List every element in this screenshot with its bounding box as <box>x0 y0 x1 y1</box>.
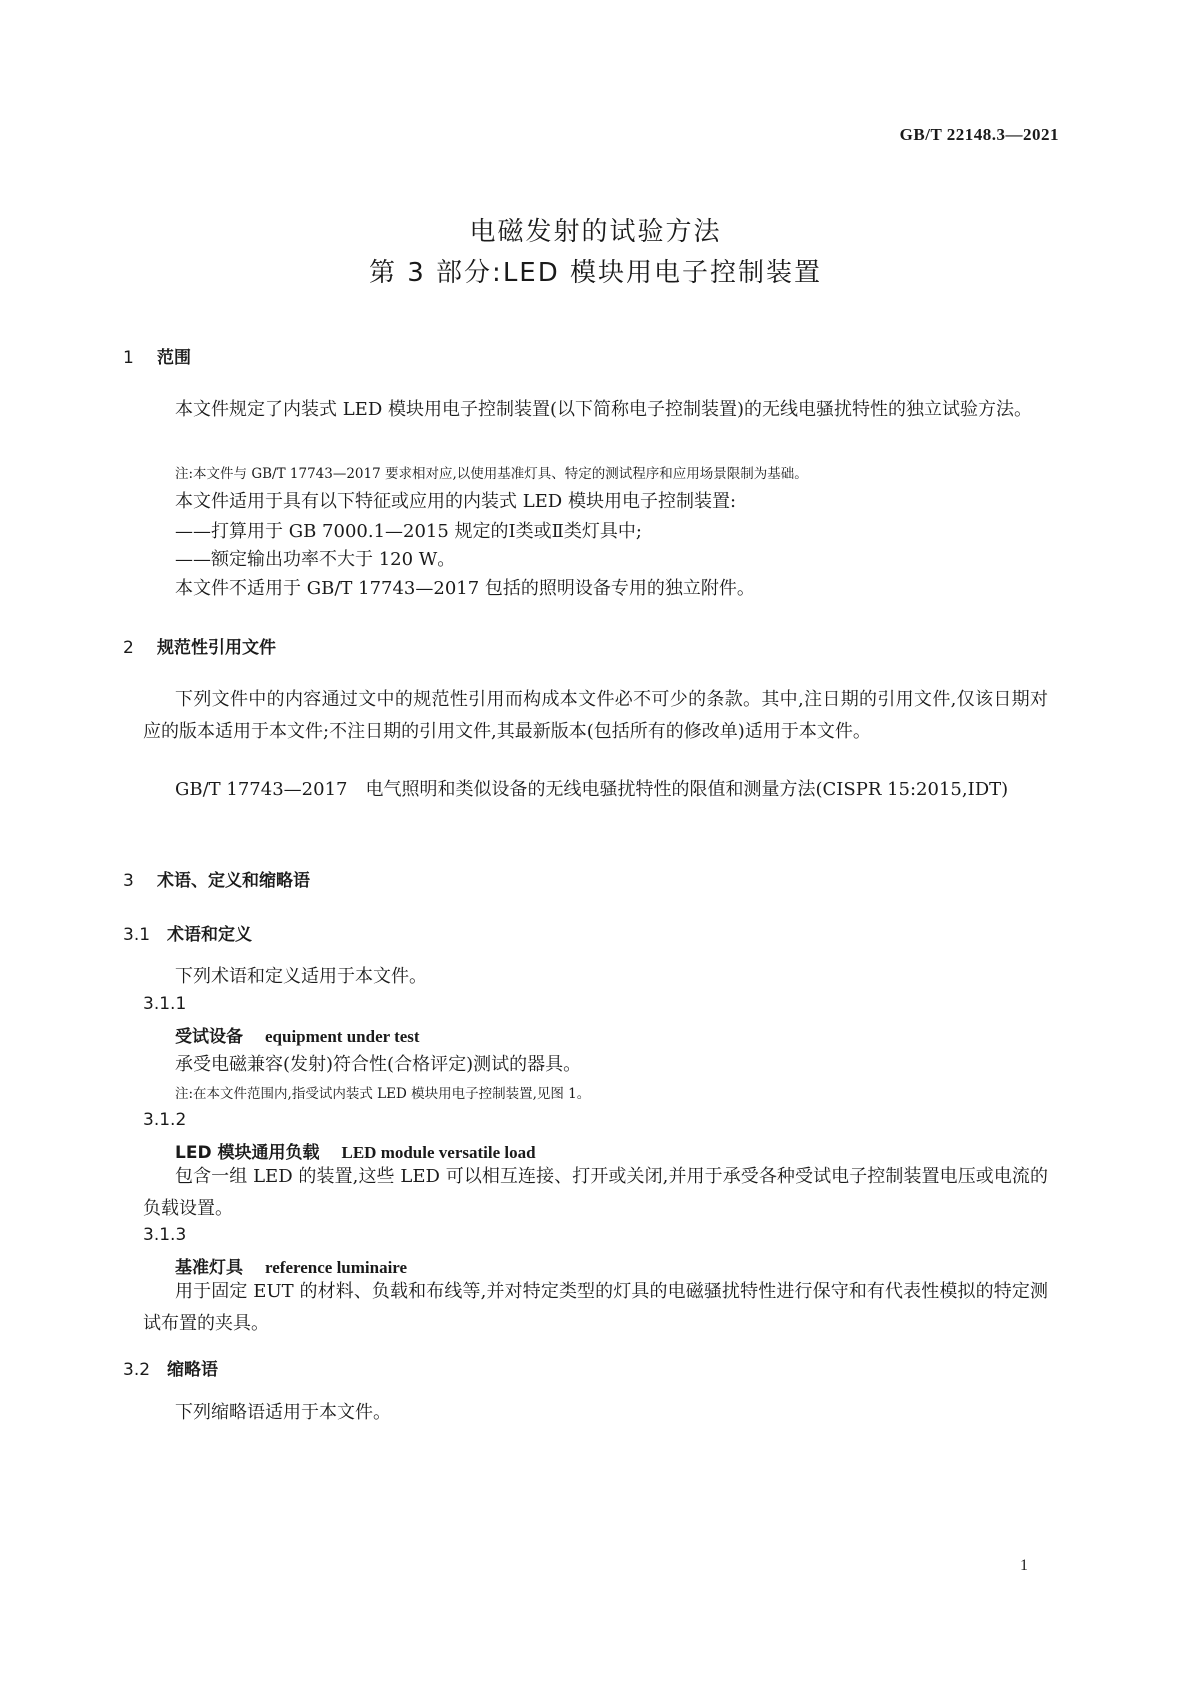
subsection-3-2-intro: 下列缩略语适用于本文件。 <box>175 1402 391 1423</box>
section-title: 术语、定义和缩略语 <box>157 871 310 891</box>
term-english: reference luminaire <box>265 1258 408 1277</box>
section-1-note: 注:本文件与 GB/T 17743—2017 要求相对应,以使用基准灯具、特定的测试程序和应用场景限制为基础。 <box>175 466 808 482</box>
section-number: 3 <box>123 871 134 891</box>
term-number: 3.1.1 <box>143 994 187 1014</box>
subsection-title: 术语和定义 <box>167 925 252 945</box>
term-heading <box>175 1022 420 1047</box>
page-number: 1 <box>1020 1557 1028 1574</box>
section-title: 范围 <box>157 348 191 368</box>
title-line-2: 第 3 部分:LED 模块用电子控制装置 <box>368 258 823 288</box>
section-2-paragraph: 下列文件中的内容通过文中的规范性引用而构成本文件必不可少的条款。其中,注日期的引用文件,仅该日期对应的版本适用于本文件;不注日期的引用文件,其最新版本(包括所有的修改单)适用于本文件。 <box>143 689 1048 742</box>
section-1-list-item-1: ——打算用于 GB 7000.1—2015 规定的Ⅰ类或Ⅱ类灯具中; <box>175 521 642 542</box>
subsection-number: 3.1 <box>123 925 151 945</box>
term-english: LED module versatile load <box>341 1143 536 1162</box>
term-number: 3.1.2 <box>143 1110 187 1130</box>
section-1-paragraph-1: 本文件规定了内装式 LED 模块用电子控制装置(以下简称电子控制装置)的无线电骚扰特性的独立试验方法。 <box>175 399 1033 420</box>
section-number: 2 <box>123 638 134 658</box>
term-chinese: LED 模块通用负载 <box>175 1143 320 1163</box>
term-heading <box>175 1253 407 1278</box>
subsection-title: 缩略语 <box>167 1360 218 1380</box>
subsection-3-2-heading <box>123 1355 218 1380</box>
term-note: 注:在本文件范围内,指受试内装式 LED 模块用电子控制装置,见图 1。 <box>175 1086 591 1102</box>
section-number: 1 <box>123 348 134 368</box>
section-1-list-item-2: ——额定输出功率不大于 120 W。 <box>175 549 456 570</box>
term-definition: 包含一组 LED 的装置,这些 LED 可以相互连接、打开或关闭,并用于承受各种受试电子控制装置电压或电流的负载设置。 <box>143 1166 1048 1219</box>
term-definition: 用于固定 EUT 的材料、负载和布线等,并对特定类型的灯具的电磁骚扰特性进行保守和有代表性模拟的特定测试布置的夹具。 <box>143 1281 1048 1334</box>
title-line-1: 电磁发射的试验方法 <box>469 217 722 247</box>
normative-reference-entry: GB/T 17743—2017 电气照明和类似设备的无线电骚扰特性的限值和测量方法(CISPR 15:2015,IDT) <box>175 779 1009 800</box>
section-2-heading <box>123 633 276 658</box>
term-definition: 承受电磁兼容(发射)符合性(合格评定)测试的器具。 <box>175 1054 582 1075</box>
section-1-paragraph-3: 本文件不适用于 GB/T 17743—2017 包括的照明设备专用的独立附件。 <box>175 578 755 599</box>
section-3-heading <box>123 866 310 891</box>
term-chinese: 基准灯具 <box>175 1258 243 1278</box>
section-title: 规范性引用文件 <box>157 638 276 658</box>
document-number: GB/T 22148.3—2021 <box>899 125 1059 144</box>
subsection-3-1-heading <box>123 920 252 945</box>
subsection-number: 3.2 <box>123 1360 151 1380</box>
term-chinese: 受试设备 <box>175 1027 243 1047</box>
subsection-3-1-intro: 下列术语和定义适用于本文件。 <box>175 966 427 987</box>
section-1-heading <box>123 343 191 368</box>
term-english: equipment under test <box>265 1027 420 1046</box>
section-1-paragraph-2: 本文件适用于具有以下特征或应用的内装式 LED 模块用电子控制装置: <box>175 491 737 512</box>
term-heading <box>175 1138 536 1163</box>
term-number: 3.1.3 <box>143 1225 187 1245</box>
